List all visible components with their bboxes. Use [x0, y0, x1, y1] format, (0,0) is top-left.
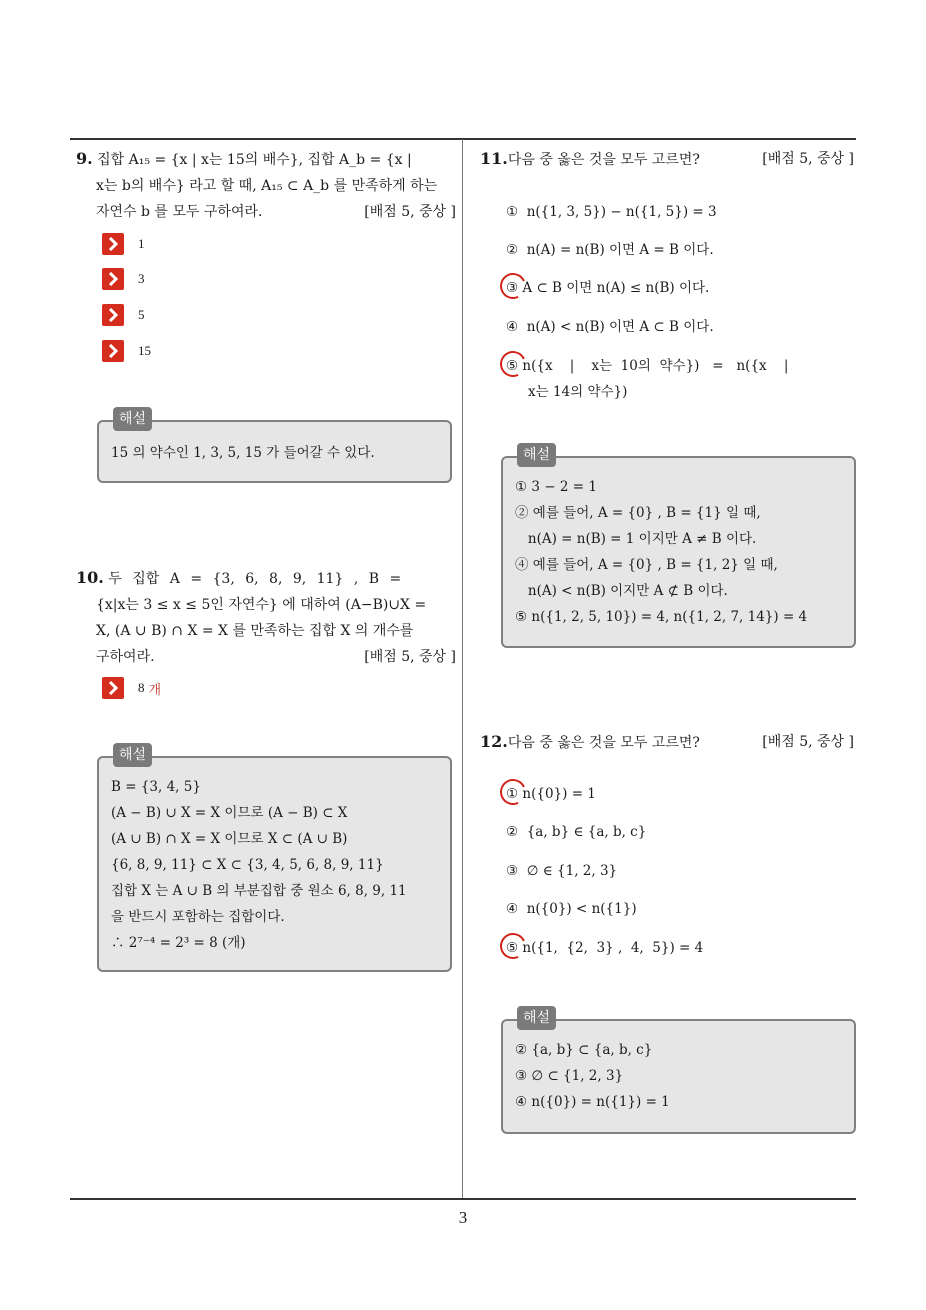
problem-10 — [76, 565, 456, 670]
problem-title: 다음 중 옳은 것을 모두 고르면? — [507, 152, 700, 168]
explanation-box — [97, 411, 452, 483]
explanation-line: n(A) = n(B) = 1 이지만 A ≠ B 이다. — [515, 531, 757, 547]
problem-text: 두 집합 A = {3, 6, 8, 9, 11} , B = — [108, 571, 402, 587]
explanation-box — [501, 1010, 856, 1134]
choice-mark: ③ — [506, 863, 519, 879]
problem-text-line — [76, 592, 456, 618]
explanation-line: {6, 8, 9, 11} ⊂ X ⊂ {3, 4, 5, 6, 8, 9, 11} — [111, 857, 384, 873]
explanation-line: ⑤ n({1, 2, 5, 10}) = 4, n({1, 2, 7, 14}) = 4 — [515, 609, 808, 625]
explanation-line: ② {a, b} ⊂ {a, b, c} — [515, 1042, 653, 1058]
choice-2[interactable] — [506, 238, 714, 262]
problem-text: 집합 A₁₅ = {x | x는 15의 배수}, 집합 A_b = {x | — [97, 152, 412, 168]
explanation-box — [501, 447, 856, 648]
answer-unit: 개 — [148, 681, 162, 697]
chevron-right-icon — [102, 233, 124, 255]
problem-number: 9. — [76, 149, 93, 168]
choice-mark-wrap — [506, 276, 518, 300]
answer-item — [102, 233, 145, 255]
choice-mark: ⑤ — [506, 358, 519, 374]
column-divider — [462, 139, 463, 1199]
choice-2[interactable] — [506, 820, 646, 844]
problem-text: x는 b의 배수} 라고 할 때, A₁₅ ⊂ A_b 를 만족하게 하는 — [96, 178, 438, 194]
choice-3[interactable] — [506, 859, 617, 883]
problem-text: X, (A ∪ B) ∩ X = X 를 만족하는 집합 X 의 개수를 — [96, 623, 414, 639]
choice-5[interactable] — [506, 354, 851, 404]
top-rule — [70, 138, 856, 140]
choice-text: n({0}) = 1 — [522, 786, 596, 802]
explanation-box — [97, 747, 452, 972]
explanation-tag: 해설 — [113, 407, 152, 431]
problem-number: 11. — [480, 149, 508, 168]
choice-text: n(A) < n(B) 이면 A ⊂ B 이다. — [526, 319, 714, 335]
chevron-right-icon — [102, 304, 124, 326]
explanation-text: 15 의 약수인 1, 3, 5, 15 가 들어갈 수 있다. — [111, 445, 375, 461]
chevron-right-icon — [102, 268, 124, 290]
problem-text-line — [76, 173, 456, 199]
choice-mark: ⑤ — [506, 940, 519, 956]
choice-3[interactable] — [506, 276, 709, 300]
choice-mark: ② — [506, 242, 519, 258]
choice-mark: ① — [506, 204, 519, 220]
selected-circle-icon — [496, 269, 529, 302]
explanation-line: ① 3 − 2 = 1 — [515, 479, 597, 495]
choice-line — [506, 354, 851, 378]
choice-mark-wrap — [506, 936, 518, 960]
explanation-line: ④ 예를 들어, A = {0} , B = {1, 2} 일 때, — [515, 557, 778, 573]
explanation-line: ④ n({0}) = n({1}) = 1 — [515, 1094, 670, 1110]
answer-item — [102, 340, 151, 362]
choice-text: ∅ ∈ {1, 2, 3} — [526, 863, 618, 879]
problem-meta: [배점 5, 중상 ] — [364, 204, 456, 220]
choice-5[interactable] — [506, 936, 703, 960]
choice-text: n(A) = n(B) 이면 A = B 이다. — [526, 242, 714, 258]
choice-4[interactable] — [506, 315, 714, 339]
problem-meta: [배점 5, 중상 ] — [762, 734, 854, 750]
explanation-line: ② 예를 들어, A = {0} , B = {1} 일 때, — [515, 505, 761, 521]
choice-text: A ⊂ B 이면 n(A) ≤ n(B) 이다. — [522, 280, 710, 296]
selected-circle-icon — [496, 775, 529, 808]
selected-circle-icon — [496, 929, 529, 962]
choice-mark: ④ — [506, 319, 519, 335]
problem-12 — [480, 729, 854, 756]
explanation-line: ③ ∅ ⊂ {1, 2, 3} — [515, 1068, 624, 1084]
choice-mark: ① — [506, 786, 519, 802]
answer-item — [102, 304, 145, 326]
choice-mark: ② — [506, 824, 519, 840]
choice-mark-wrap — [506, 782, 518, 806]
explanation-line: (A ∪ B) ∩ X = X 이므로 X ⊂ (A ∪ B) — [111, 831, 348, 847]
answer-value: 8 — [138, 680, 145, 695]
choice-text: n({1, 3, 5}) − n({1, 5}) = 3 — [526, 204, 717, 220]
explanation-line: ∴ 2⁷⁻⁴ = 2³ = 8 (개) — [111, 935, 246, 951]
problem-text-line — [76, 644, 456, 670]
chevron-right-icon — [102, 340, 124, 362]
answer-value: 3 — [138, 271, 145, 286]
bottom-rule — [70, 1198, 856, 1200]
choice-text: n({1, {2, 3} , 4, 5}) = 4 — [522, 940, 704, 956]
choice-1[interactable] — [506, 200, 717, 224]
problem-text-line — [76, 199, 456, 225]
problem-text: 구하여라. — [96, 649, 155, 665]
choice-text: n({0}) < n({1}) — [526, 901, 637, 917]
problem-number: 12. — [480, 732, 508, 751]
explanation-line: 집합 X 는 A ∪ B 의 부분집합 중 원소 6, 8, 9, 11 — [111, 883, 407, 899]
problem-text: {x|x는 3 ≤ x ≤ 5인 자연수} 에 대하여 (A−B)∪X = — [96, 597, 427, 613]
choice-text: {a, b} ∈ {a, b, c} — [526, 824, 647, 840]
problem-meta: [배점 5, 중상 ] — [762, 151, 854, 167]
explanation-tag: 해설 — [517, 443, 556, 467]
explanation-tag: 해설 — [113, 743, 152, 767]
choice-mark: ③ — [506, 280, 519, 296]
problem-number: 10. — [76, 568, 104, 587]
answer-item — [102, 268, 145, 290]
answer-value: 5 — [138, 307, 145, 322]
problem-text-line — [76, 565, 456, 592]
explanation-line: B = {3, 4, 5} — [111, 779, 201, 795]
answer-value: 15 — [138, 343, 151, 358]
explanation-tag: 해설 — [517, 1006, 556, 1030]
choice-text: n({x | x는 10의 약수}) = n({x | — [522, 358, 789, 374]
chevron-right-icon — [102, 677, 124, 699]
explanation-line: n(A) < n(B) 이지만 A ⊄ B 이다. — [515, 583, 728, 599]
problem-title: 다음 중 옳은 것을 모두 고르면? — [507, 735, 700, 751]
page-number: 3 — [458, 1208, 468, 1227]
problem-meta: [배점 5, 중상 ] — [364, 649, 456, 665]
choice-text: x는 14의 약수}) — [528, 384, 628, 400]
explanation-line: 을 반드시 포함하는 집합이다. — [111, 909, 285, 925]
problem-11 — [480, 146, 854, 173]
problem-text-line — [76, 618, 456, 644]
choice-1[interactable] — [506, 782, 596, 806]
choice-4[interactable] — [506, 897, 637, 921]
choice-mark: ④ — [506, 901, 519, 917]
problem-9 — [76, 146, 456, 225]
selected-circle-icon — [496, 347, 529, 380]
problem-text: 자연수 b 를 모두 구하여라. — [96, 204, 263, 220]
answer-item — [102, 677, 161, 699]
answer-value: 1 — [138, 236, 145, 251]
choice-mark-wrap — [506, 354, 518, 378]
choice-line — [506, 380, 851, 404]
explanation-line: (A − B) ∪ X = X 이므로 (A − B) ⊂ X — [111, 805, 348, 821]
